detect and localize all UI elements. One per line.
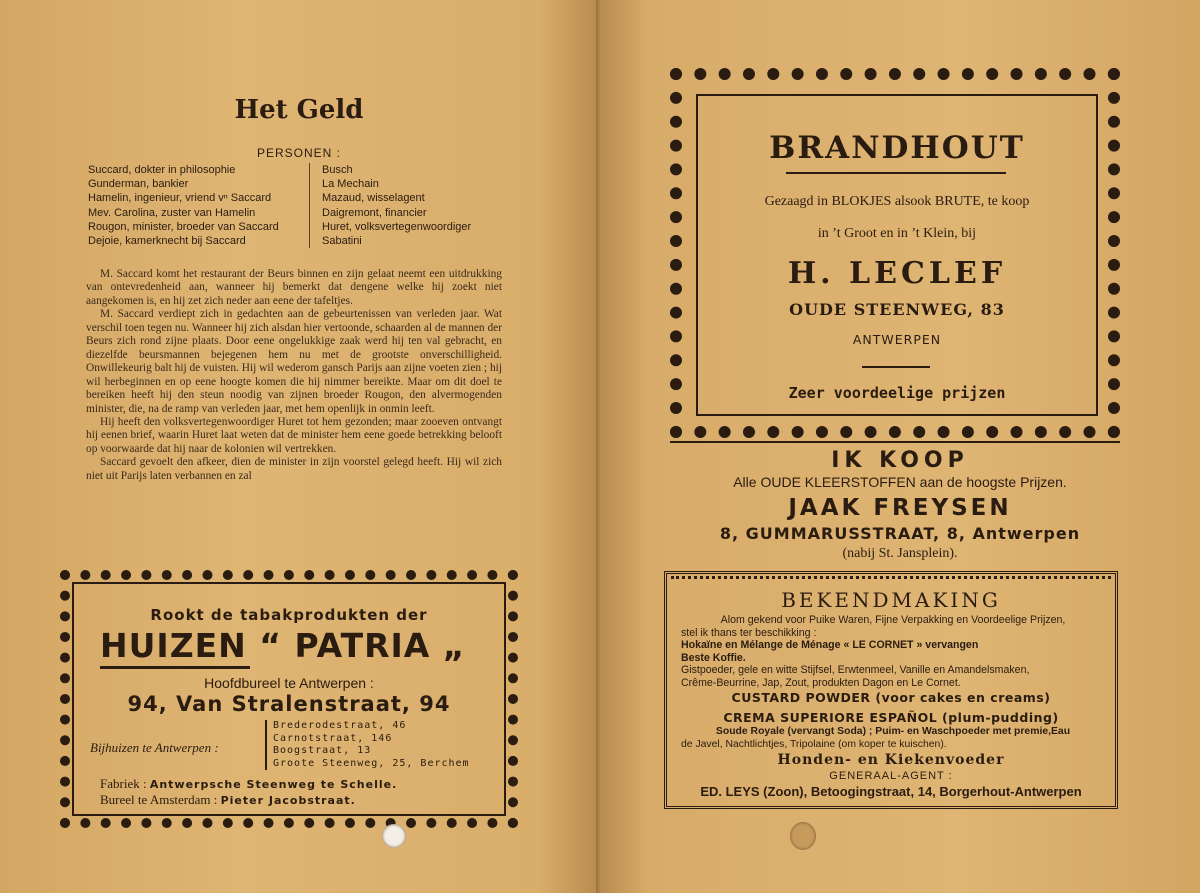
- cast-item: Succard, dokter in philosophie: [88, 164, 236, 176]
- brandhout-price-line: Zeer voordeelige prijzen: [788, 384, 1006, 402]
- section-divider: [670, 441, 1120, 443]
- factory-value: Antwerpsche Steenweg te Schelle.: [149, 778, 398, 791]
- cast-item: Dejoie, kamerknecht bij Saccard: [88, 235, 246, 248]
- merchant-street: OUDE STEENWEG, 83: [789, 300, 1005, 319]
- patria-underline: [100, 666, 250, 669]
- crema-line: CREMA SUPERIORE ESPAÑOL (plum-pudding): [723, 710, 1059, 725]
- bek-line: Beste Koffie.: [681, 651, 746, 664]
- merchant-name: H. LECLEF: [787, 256, 1007, 291]
- patria-advertisement: [60, 570, 518, 828]
- merchant-city: ANTWERPEN: [852, 332, 942, 347]
- patria-hq-label: Hoofdbureel te Antwerpen :: [204, 675, 374, 691]
- page-title: Het Geld: [234, 95, 364, 125]
- patria-branches: [265, 720, 470, 770]
- bek-line: Soude Royale (vervangt Soda) ; Puim- en Waschpoeder met premie,Eau: [715, 726, 1071, 737]
- bek-line: de Javel, Nachtlichtjes, Tripolaine (om koper te kuischen).: [681, 738, 947, 750]
- bek-line: Hokaïne en Mélange de Ménage « LE CORNET » vervangen: [681, 639, 979, 652]
- soude-lines: [681, 726, 1105, 751]
- brandhout-inner-frame: [696, 94, 1098, 416]
- cast-item: Busch: [322, 164, 353, 176]
- bek-line: Gistpoeder, gele en witte Stijfsel, Erwtenmeel, Vanille en Amandelsmaken,: [681, 664, 1030, 677]
- patria-factory-info: [100, 776, 397, 808]
- cast-item: Gunderman, bankier: [88, 178, 189, 191]
- patria-hq-address: 94, Van Stralenstraat, 94: [127, 692, 451, 716]
- patria-headline: Rookt de tabakprodukten der: [150, 606, 428, 624]
- brandhout-title: BRANDHOUT: [769, 130, 1025, 166]
- bek-line: Crême-Beurrine, Jap, Zout, produkten Dagon en Le Cornet.: [681, 676, 961, 689]
- office-value: Pieter Jacobstraat.: [220, 794, 356, 807]
- agent-label: GENERAAL-AGENT :: [829, 770, 953, 782]
- cast-item: Mazaud, wisselagent: [322, 192, 425, 205]
- story-text: [86, 268, 502, 483]
- branch-address: Brederodestraat, 46: [273, 720, 407, 731]
- cast-list-right: [322, 163, 522, 248]
- brandhout-line1: Gezaagd in BLOKJES alsook BRUTE, te koop: [764, 194, 1030, 209]
- custard-line: CUSTARD POWDER (voor cakes en creams): [731, 690, 1051, 705]
- paragraph: M. Saccard komt het restaurant der Beurs binnen en zijn gelaat neemt een uitdrukking van ontevredenheid aan, wanneer hij bemerkt dat dengene welke hij zoekt niet aangekomen is, en hij zet zich neder aan eene der tafeltjes.: [86, 268, 502, 307]
- brandhout-advertisement: [670, 68, 1120, 438]
- ikkoop-street: 8, GUMMARUSSTRAAT, 8, Antwerpen: [719, 524, 1081, 543]
- cast-item: Daigremont, financier: [322, 206, 427, 219]
- decorative-border: [671, 576, 1111, 587]
- factory-label: Fabriek :: [100, 776, 150, 791]
- staple-hole: [382, 824, 406, 848]
- ikkoop-near: (nabij St. Jansplein).: [842, 546, 958, 561]
- cast-item: Sabatini: [322, 235, 362, 248]
- agent-address: ED. LEYS (Zoon), Betoogingstraat, 14, Borgerhout-Antwerpen: [700, 784, 1082, 799]
- staple-hole: [790, 822, 816, 850]
- ikkoop-line1: Alle OUDE KLEERSTOFFEN aan de hoogste Prijzen.: [733, 474, 1067, 490]
- paragraph: Saccard gevoelt den afkeer, dien de minister in zijn voorstel gelegd heeft. Hij wil zich niet uit Parijs laten verbannen en zal: [86, 456, 502, 482]
- personen-label: PERSONEN :: [256, 146, 341, 160]
- bek-line: stel ik thans ter beschikking :: [681, 626, 817, 639]
- cast-item: Mev. Carolina, zuster van Hamelin: [88, 206, 256, 219]
- branch-address: Groote Steenweg, 25, Berchem: [273, 757, 470, 769]
- branch-address: Carnotstraat, 146: [273, 732, 393, 744]
- office-label: Bureel te Amsterdam :: [100, 792, 221, 807]
- paragraph: M. Saccard verdiept zich in gedachten aan de gebeurtenissen van verleden jaar. Wat verschil toen tegen nu. Wanneer hij zich alsdan hier vertoonde, schaarden al de mannen der Beurs zich rond zijne plaats. Door eene ongelukkige zaak werd hij ten val gebracht, en diezelfde beursmannen bejegenen hem nu met de grootste onverschilligheid. Onwillekeurig balt hij de vuisten. Hij wil wederom gansch Parijs aan zijne voeten zien ; hij wil herbeginnen en op eene hoogte komen die hij nimmer bereikte. Maar om dit doel te bereiken heeft hij den steun noodig van zijnen broeder Rougon, den alvermogenden minister, die, na de ramp van verleden jaar, met hem openlijk in onmin leeft.: [86, 308, 502, 415]
- paragraph: Hij heeft den volksvertegenwoordiger Huret tot hem gezonden; maar zooeven ontvangt hij eenen brief, waarin Huret laat weten dat de minister hem eene goede betrekking belooft op voorwaarde dat hij naar de kolonien wil vertrekken.: [86, 415, 502, 455]
- branch-address: Boogstraat, 13: [273, 745, 372, 756]
- bekendmaking-advertisement: [664, 571, 1118, 809]
- patria-branches-label: Bijhuizen te Antwerpen :: [90, 740, 219, 755]
- bekendmaking-body: [681, 614, 1105, 690]
- ikkoop-title: IK KOOP: [831, 448, 969, 473]
- cast-list-left: [88, 163, 310, 248]
- cast-item: Rougon, minister, broeder van Saccard: [88, 220, 279, 233]
- brandhout-line2: in ’t Groot en in ’t Klein, bij: [817, 226, 977, 241]
- title-rule: [786, 172, 1006, 174]
- honden-line: Honden- en Kiekenvoeder: [777, 752, 1005, 768]
- ikkoop-name: JAAK FREYSEN: [788, 495, 1012, 521]
- left-page: [0, 0, 598, 893]
- bek-line: Alom gekend voor Puike Waren, Fijne Verpakking en Voordeelige Prijzen,: [720, 614, 1066, 626]
- cast-item: Hamelin, ingenieur, vriend vⁿ Saccard: [88, 192, 272, 205]
- cast-item: Huret, volksvertegenwoordiger: [322, 220, 472, 233]
- bekendmaking-title: BEKENDMAKING: [781, 588, 1001, 612]
- patria-name: HUIZEN “ PATRIA „: [100, 626, 466, 665]
- cast-item: La Mechain: [322, 178, 379, 191]
- divider-rule: [862, 366, 930, 368]
